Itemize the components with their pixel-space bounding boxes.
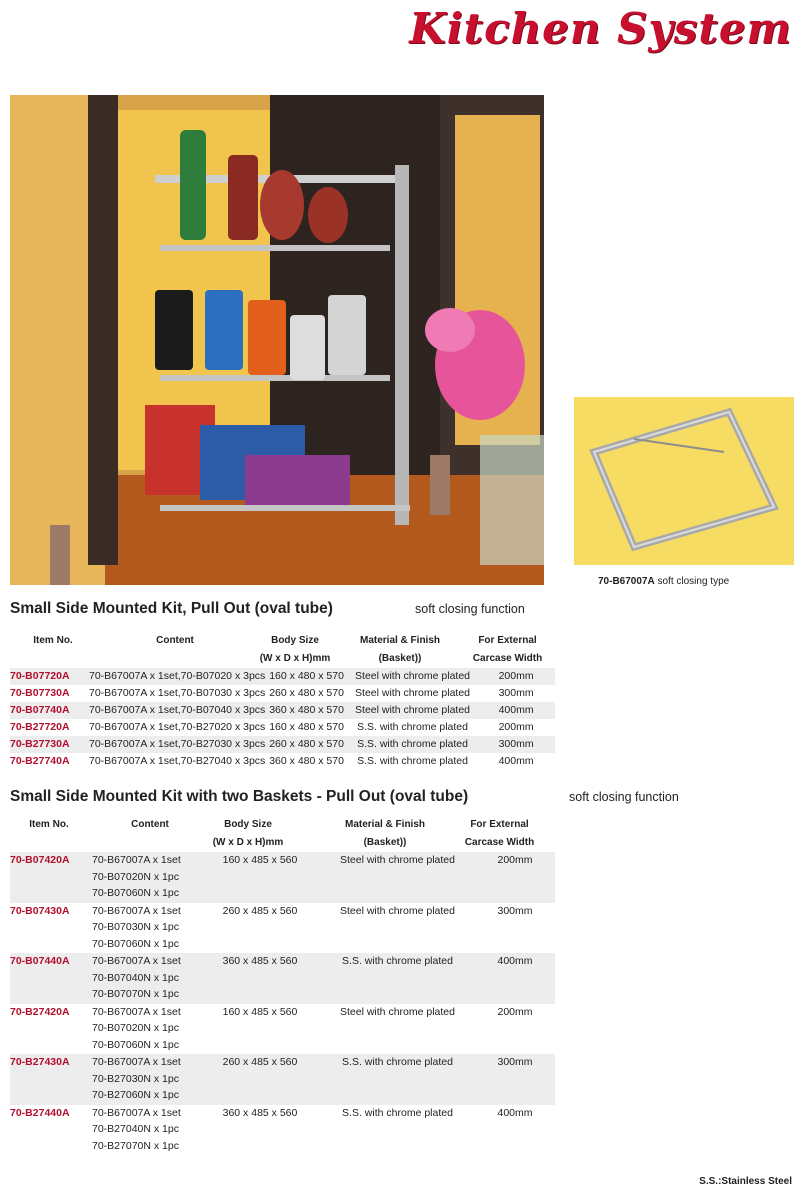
table-row <box>10 736 555 753</box>
content-cell <box>92 852 200 903</box>
item-no-cell: 70-B07420A <box>10 852 92 903</box>
s2-header-body <box>208 816 288 852</box>
content-cell: 70-B67007A x 1set,70-B07030 x 3pcs <box>89 687 266 699</box>
s1-header-content: Content <box>156 635 194 646</box>
content-line: 70-B67007A x 1set <box>92 1106 181 1119</box>
product-photo <box>10 95 544 585</box>
material-cell: S.S. with chrome plated <box>342 1106 453 1119</box>
item-no-cell: 70-B27730A <box>10 736 89 753</box>
s1-header-carcase-2: Carcase Width <box>472 653 543 664</box>
body-size-cell: 260 x 480 x 570 <box>269 687 344 699</box>
body-size-cell: 360 x 485 x 560 <box>200 953 320 1004</box>
item-no-cell: 70-B07730A <box>10 687 70 699</box>
content-cell <box>92 1105 200 1156</box>
content-cell: 70-B67007A x 1set,70-B07040 x 3pcs <box>89 702 265 719</box>
content-cell <box>92 1004 200 1055</box>
body-size-cell: 160 x 485 x 560 <box>222 1005 298 1018</box>
section2-table <box>10 852 555 1155</box>
content-cell <box>92 903 200 954</box>
table-row <box>10 953 555 1004</box>
brand-title: Kitchen System <box>409 4 792 53</box>
s2-header-material <box>330 816 440 852</box>
section1-title: Small Side Mounted Kit, Pull Out (oval tube) <box>10 600 333 617</box>
item-no-cell: 70-B07430A <box>10 904 70 917</box>
material-cell: Steel with chrome plated <box>320 852 475 903</box>
carcase-width-cell: 400mm <box>477 702 555 719</box>
content-line: 70-B67007A x 1set <box>92 854 181 866</box>
s2-header-item: Item No. <box>29 819 69 830</box>
section1-table <box>10 668 555 770</box>
table-row <box>10 1105 555 1156</box>
content-cell: 70-B67007A x 1set,70-B07020 x 3pcs <box>89 668 265 685</box>
content-line: 70-B07040N x 1pc <box>92 971 179 984</box>
s1-header-carcase-1: For External <box>478 635 537 646</box>
body-size-cell: 260 x 485 x 560 <box>200 1054 320 1105</box>
material-cell: Steel with chrome plated <box>355 687 471 699</box>
section2-title: Small Side Mounted Kit with two Baskets - Pull Out (oval tube) <box>10 788 469 805</box>
carcase-width-cell: 400mm <box>497 1106 533 1119</box>
content-line: 70-B27030N x 1pc <box>92 1072 179 1085</box>
carcase-width-cell: 300mm <box>498 687 534 699</box>
material-cell: S.S. with chrome plated <box>320 953 475 1004</box>
s1-header-material-2: (Basket)) <box>378 653 422 664</box>
content-line: 70-B67007A x 1set <box>92 1005 181 1018</box>
carcase-width-cell: 300mm <box>477 736 555 753</box>
frame-photo <box>574 397 794 565</box>
carcase-width-cell: 300mm <box>497 904 533 917</box>
content-line: 70-B07020N x 1pc <box>92 1022 179 1034</box>
content-line: 70-B07060N x 1pc <box>92 1038 179 1051</box>
body-size-cell: 360 x 480 x 570 <box>265 702 348 719</box>
s2-header-carcase-1: For External <box>470 819 529 830</box>
material-cell: S.S. with chrome plated <box>320 1054 475 1105</box>
carcase-width-cell: 200mm <box>497 1005 533 1018</box>
content-cell <box>92 1054 200 1105</box>
item-no-cell: 70-B27420A <box>10 1005 70 1018</box>
frame-caption <box>598 576 729 587</box>
item-no-cell: 70-B27430A <box>10 1054 92 1105</box>
s1-header-body-2: (W x D x H)mm <box>259 653 331 664</box>
item-no-cell: 70-B07720A <box>10 668 89 685</box>
body-size-cell: 160 x 485 x 560 <box>200 852 320 903</box>
item-no-cell: 70-B27740A <box>10 755 70 767</box>
table-row <box>10 903 555 954</box>
section1-note: soft closing function <box>415 602 525 616</box>
content-line: 70-B67007A x 1set <box>92 1056 181 1068</box>
s2-header-material-1: Material & Finish <box>344 819 425 830</box>
s1-header-item: Item No. <box>33 635 73 646</box>
section2-note: soft closing function <box>569 790 679 804</box>
s1-header-body-1: Body Size <box>271 635 319 646</box>
s2-header-carcase <box>457 816 542 852</box>
table-row <box>10 685 555 702</box>
footnote: S.S.:Stainless Steel <box>699 1176 792 1187</box>
table-row <box>10 753 555 770</box>
content-line: 70-B27040N x 1pc <box>92 1123 179 1135</box>
content-line: 70-B67007A x 1set <box>92 955 181 967</box>
material-cell: Steel with chrome plated <box>340 904 455 917</box>
table-row <box>10 852 555 903</box>
body-size-cell: 160 x 480 x 570 <box>265 668 348 685</box>
content-line: 70-B07060N x 1pc <box>92 887 179 899</box>
table-row <box>10 668 555 685</box>
material-cell: S.S. with chrome plated <box>348 736 477 753</box>
item-no-cell: 70-B27440A <box>10 1106 70 1119</box>
body-size-cell: 360 x 485 x 560 <box>222 1106 298 1119</box>
content-cell: 70-B67007A x 1set,70-B27030 x 3pcs <box>89 736 265 753</box>
content-cell: 70-B67007A x 1set,70-B27020 x 3pcs <box>89 721 266 733</box>
carcase-width-cell: 400mm <box>498 755 534 767</box>
item-no-cell: 70-B07740A <box>10 702 89 719</box>
item-no-cell: 70-B07440A <box>10 953 92 1004</box>
body-size-cell: 360 x 480 x 570 <box>269 755 344 767</box>
s1-header-carcase <box>465 632 550 668</box>
item-no-cell: 70-B27720A <box>10 721 70 733</box>
content-line: 70-B27070N x 1pc <box>92 1139 179 1152</box>
material-cell: Steel with chrome plated <box>340 1005 455 1018</box>
carcase-width-cell: 300mm <box>475 1054 555 1105</box>
table-row <box>10 1004 555 1055</box>
material-cell: Steel with chrome plated <box>348 668 477 685</box>
s2-header-body-2: (W x D x H)mm <box>212 837 284 848</box>
table-row <box>10 1054 555 1105</box>
carcase-width-cell: 400mm <box>475 953 555 1004</box>
table-row <box>10 719 555 736</box>
material-cell: Steel with chrome plated <box>348 702 477 719</box>
s1-header-material-1: Material & Finish <box>359 635 440 646</box>
carcase-width-cell: 200mm <box>475 852 555 903</box>
content-line: 70-B07060N x 1pc <box>92 937 179 950</box>
content-cell: 70-B67007A x 1set,70-B27040 x 3pcs <box>89 755 266 767</box>
frame-caption-text: soft closing type <box>657 576 730 587</box>
material-cell: S.S. with chrome plated <box>357 721 468 733</box>
body-size-cell: 260 x 485 x 560 <box>222 904 298 917</box>
content-line: 70-B07070N x 1pc <box>92 988 179 1000</box>
body-size-cell: 160 x 480 x 570 <box>269 721 344 733</box>
carcase-width-cell: 200mm <box>477 668 555 685</box>
frame-code: 70-B67007A <box>598 576 655 587</box>
s2-header-material-2: (Basket)) <box>363 837 407 848</box>
s1-header-material <box>345 632 455 668</box>
s2-header-body-1: Body Size <box>224 819 272 830</box>
s2-header-carcase-2: Carcase Width <box>464 837 535 848</box>
carcase-width-cell: 200mm <box>498 721 534 733</box>
s1-header-body <box>255 632 335 668</box>
content-cell <box>92 953 200 1004</box>
material-cell: S.S. with chrome plated <box>357 755 468 767</box>
content-line: 70-B07020N x 1pc <box>92 870 179 883</box>
content-line: 70-B07030N x 1pc <box>92 921 179 933</box>
table-row <box>10 702 555 719</box>
content-line: 70-B27060N x 1pc <box>92 1089 179 1101</box>
body-size-cell: 260 x 480 x 570 <box>265 736 348 753</box>
content-line: 70-B67007A x 1set <box>92 904 181 917</box>
s2-header-content: Content <box>131 819 169 830</box>
